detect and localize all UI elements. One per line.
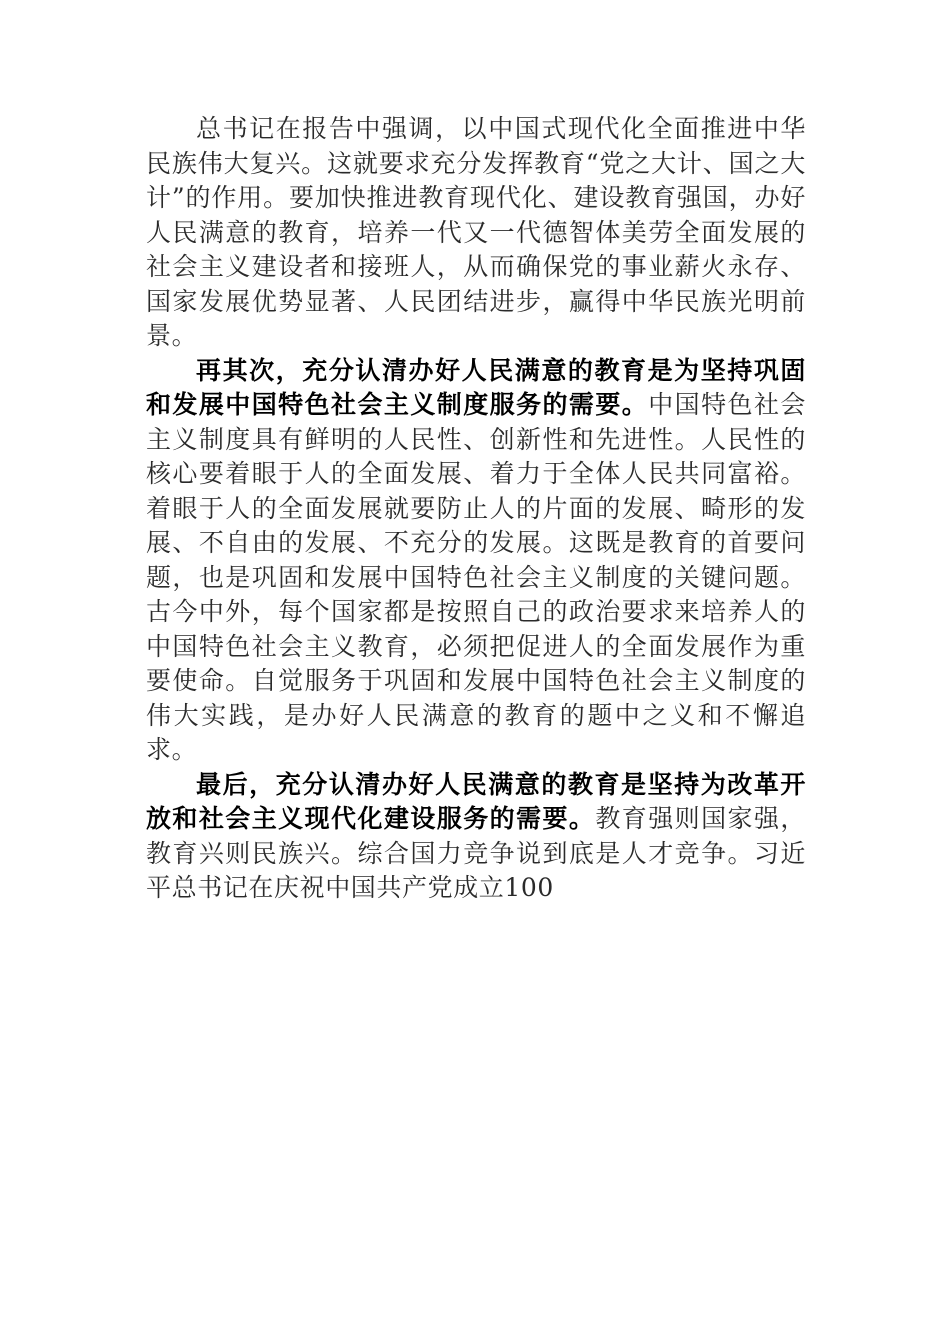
paragraph-3 xyxy=(146,768,806,906)
paragraph-3-lead: 最后，充分认清办好人民满意的教育是坚持为改革开放和社会主义现代化建设服务的需要。 xyxy=(146,769,806,833)
paragraph-1-text: 总书记在报告中强调，以中国式现代化全面推进中华民族伟大复兴。这就要求充分发挥教育“党之大计、国之大计”的作用。要加快推进教育现代化、建设教育强国，办好人民满意的教育，培养一代又一代德智体美劳全面发展的社会主义建设者和接班人，从而确保党的事业薪火永存、国家发展优势显著、人民团结进步，赢得中华民族光明前景。 xyxy=(146,114,806,350)
document-body xyxy=(146,112,806,906)
paragraph-2 xyxy=(146,354,806,768)
paragraph-1 xyxy=(146,112,806,354)
paragraph-2-lead: 再其次，充分认清办好人民满意的教育是为坚持巩固和发展中国特色社会主义制度服务的需要。 xyxy=(146,355,806,419)
paragraph-3-text: 教育强则国家强，教育兴则民族兴。综合国力竞争说到底是人才竞争。习近平总书记在庆祝中国共产党成立100 xyxy=(146,804,806,902)
paragraph-2-text: 中国特色社会主义制度具有鲜明的人民性、创新性和先进性。人民性的核心要着眼于人的全面发展、着力于全体人民共同富裕。着眼于人的全面发展就要防止人的片面的发展、畸形的发展、不自由的发展、不充分的发展。这既是教育的首要问题，也是巩固和发展中国特色社会主义制度的关键问题。古今中外，每个国家都是按照自己的政治要求来培养人的中国特色社会主义教育，必须把促进人的全面发展作为重要使命。自觉服务于巩固和发展中国特色社会主义制度的伟大实践，是办好人民满意的教育的题中之义和不懈追求。 xyxy=(146,390,806,764)
